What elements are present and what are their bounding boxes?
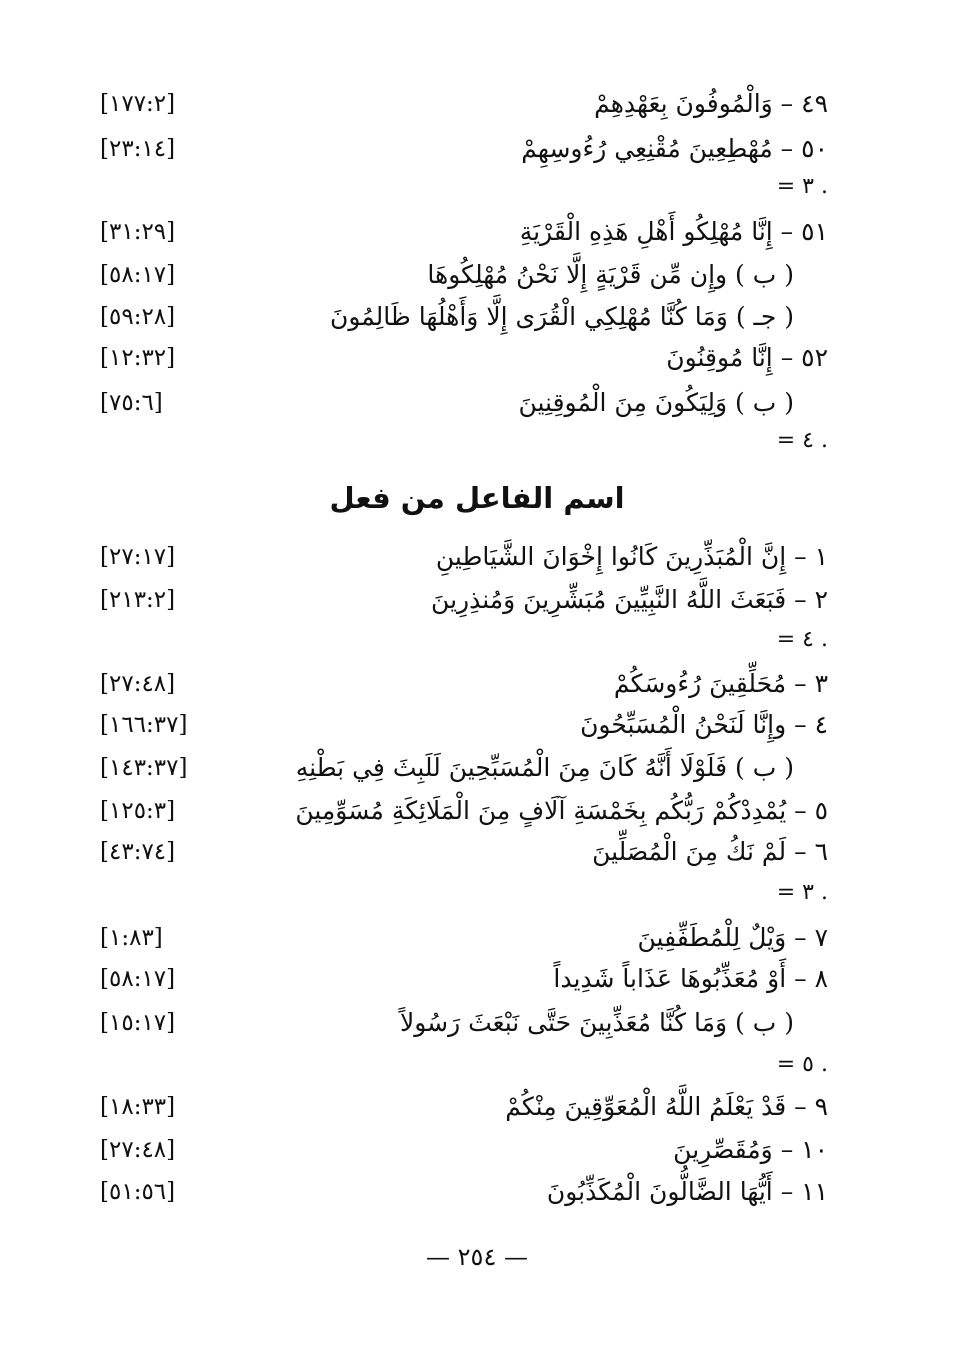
entry-1 (100, 537, 828, 577)
verse-text: ٥٠ – مُهْطِعِينَ مُقْنِعِي رُءُوسِهِمْ (521, 134, 828, 163)
verse-text: ٣ – مُحَلِّقِينَ رُءُوسَكُمْ (613, 669, 828, 698)
entry-52 (100, 338, 828, 378)
count-line (100, 873, 828, 913)
verse-text: ٨ – أَوْ مُعَذِّبُوهَا عَذَاباً شَدِيداً (553, 964, 828, 993)
verse-reference: [١٨:٣٣] (100, 1094, 176, 1120)
count-line (100, 1045, 828, 1085)
verse-text: ٤٩ – وَالْمُوفُونَ بِعَهْدِهِمْ (594, 89, 828, 118)
verse-reference: [٢١٣:٢] (100, 587, 176, 613)
count-total: = ٤ . (776, 627, 828, 652)
section-heading: اسم الفاعل من فعل (329, 481, 625, 515)
entry-52-b (100, 383, 828, 423)
count-total: = ٣ . (776, 174, 828, 199)
verse-text: ٥١ – إِنَّا مُهْلِكُو أَهْلِ هَذِهِ الْقَرْيَةِ (519, 217, 828, 246)
verse-reference: [٧٥:٦] (100, 390, 163, 416)
entry-7 (100, 918, 828, 958)
page-number: — ٢٥٤ — (426, 1243, 528, 1271)
verse-text: ١١ – أَيُّهَا الضَّالُّونَ الْمُكَذِّبُونَ (546, 1177, 828, 1206)
entry-10 (100, 1130, 828, 1170)
verse-text: ٧ – وَيْلٌ لِلْمُطَفِّفِينَ (637, 923, 828, 952)
count-line (100, 421, 828, 461)
verse-reference: [٢٣:١٤] (100, 136, 176, 162)
verse-text: ( ب ) وَمَا كُنَّا مُعَذِّبِينَ حَتَّى نَبْعَثَ رَسُولاً (399, 1008, 794, 1037)
verse-reference: [١٥:١٧] (100, 1010, 176, 1036)
count-total: = ٤ . (776, 428, 828, 453)
verse-reference: [١٢:٣٢] (100, 345, 176, 371)
verse-reference: [١٤٣:٣٧] (100, 755, 188, 781)
verse-text: ٩ – قَدْ يَعْلَمُ اللَّهُ الْمُعَوِّقِينَ مِنْكُمْ (505, 1092, 828, 1121)
verse-reference: [٥١:٥٦] (100, 1179, 176, 1205)
verse-text: ٢ – فَبَعَثَ اللَّهُ النَّبِيِّينَ مُبَشِّرِينَ وَمُنذِرِينَ (431, 585, 828, 614)
verse-text: ١٠ – وَمُقَصِّرِينَ (673, 1135, 828, 1164)
entry-11 (100, 1172, 828, 1212)
verse-reference: [٥٩:٢٨] (100, 304, 176, 330)
verse-reference: [١٢٥:٣] (100, 798, 176, 824)
entry-2 (100, 580, 828, 620)
entry-4-b (100, 748, 828, 788)
entry-49 (100, 84, 828, 124)
entry-51-b (100, 255, 828, 295)
verse-reference: [١٦٦:٣٧] (100, 712, 188, 738)
verse-reference: [١:٨٣] (100, 925, 163, 951)
verse-text: ( ب ) وإِن مِّن قَرْيَةٍ إِلَّا نَحْنُ مُهْلِكُوهَا (427, 260, 794, 289)
verse-reference: [٢٧:٤٨] (100, 671, 176, 697)
verse-text: ١ – إِنَّ الْمُبَذِّرِينَ كَانُوا إِخْوَانَ الشَّيَاطِينِ (435, 542, 828, 571)
verse-reference: [٥٨:١٧] (100, 966, 176, 992)
verse-reference: [٤٣:٧٤] (100, 839, 176, 865)
count-total: = ٣ . (776, 880, 828, 905)
count-line (100, 167, 828, 207)
entry-51-c (100, 297, 828, 337)
verse-reference: [٢٧:٤٨] (100, 1137, 176, 1163)
entry-4 (100, 705, 828, 745)
entry-8-b (100, 1003, 828, 1043)
verse-text: ٦ – لَمْ نَكُ مِنَ الْمُصَلِّينَ (592, 837, 828, 866)
entry-8 (100, 959, 828, 999)
entry-5 (100, 791, 828, 831)
entry-3 (100, 664, 828, 704)
verse-text: ( ب ) وَلِيَكُونَ مِنَ الْمُوقِنِينَ (518, 388, 794, 417)
verse-text: ( ب ) فَلَوْلَا أَنَّهُ كَانَ مِنَ الْمُسَبِّحِينَ لَلَبِثَ فِي بَطْنِهِ (295, 753, 794, 782)
count-total: = ٥ . (776, 1052, 828, 1077)
verse-text: ( جـ ) وَمَا كُنَّا مُهْلِكِي الْقُرَى إِلَّا وَأَهْلُهَا ظَالِمُونَ (329, 302, 794, 331)
verse-reference: [١٧٧:٢] (100, 91, 176, 117)
count-line (100, 620, 828, 660)
entry-51 (100, 212, 828, 252)
verse-text: ٥ – يُمْدِدْكُمْ رَبُّكُم بِخَمْسَةِ آلَافٍ مِنَ الْمَلَائِكَةِ مُسَوِّمِينَ (295, 796, 828, 825)
verse-text: ٥٢ – إِنَّا مُوقِنُونَ (666, 343, 828, 372)
entry-6 (100, 832, 828, 872)
verse-reference: [٢٧:١٧] (100, 544, 176, 570)
verse-text: ٤ – وإِنَّا لَنَحْنُ الْمُسَبِّحُونَ (580, 710, 828, 739)
entry-9 (100, 1087, 828, 1127)
verse-reference: [٥٨:١٧] (100, 262, 176, 288)
entry-50 (100, 129, 828, 169)
verse-reference: [٣١:٢٩] (100, 219, 176, 245)
